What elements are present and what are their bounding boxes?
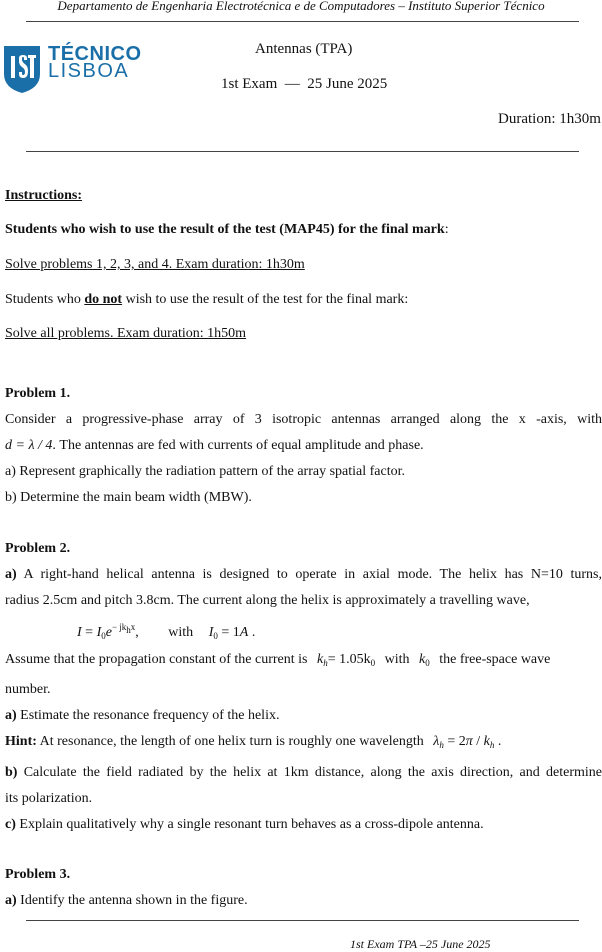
problem2-b-2: its polarization. [5, 791, 93, 806]
problem1-title: Problem 1. [5, 386, 71, 401]
exam-date: 1st Exam — 25 June 2025 [221, 76, 388, 92]
problem2-hint: Hint: At resonance, the length of one helix turn is roughly one wavelength $\lambda_h = 2\pi / k_h$ . [5, 734, 502, 750]
footer: 1st Exam TPA –25 June 2025 [350, 937, 491, 951]
header-rule [26, 21, 579, 22]
current-equation: $I = I_0e^{- jk_hx}$, with $I_0 = 1A$ . [77, 622, 256, 641]
problem3-title: Problem 3. [5, 867, 71, 882]
problem2-text-4: Assume that the propagation constant of the current is $k_h= 1.05k_0$ with $k_0$ the free-space wave [5, 652, 551, 668]
problem2-text-1: a) A right-hand helical antenna is designed to operate in axial mode. The helix has N=10 turns, [5, 567, 602, 582]
ist-logo-icon [2, 44, 42, 94]
problem1-text-2: d = λ / 4. The antennas are fed with currents of equal amplitude and phase. [5, 438, 424, 453]
problem3-a: a) Identify the antenna shown in the figure. [5, 893, 248, 908]
instructions-line3: Students who do not wish to use the result of the test for the final mark: [5, 292, 409, 307]
instructions-line1: Students who wish to use the result of the test (MAP45) for the final mark: [5, 222, 449, 237]
problem2-c: c) Explain qualitatively why a single resonant turn behaves as a cross-dipole antenna. [5, 817, 484, 832]
problem2-a: a) Estimate the resonance frequency of the helix. [5, 708, 280, 723]
problem2-text-5: number. [5, 682, 51, 697]
instructions-line2: Solve problems 1, 2, 3, and 4. Exam duration: 1h30m [5, 257, 305, 272]
problem2-b-1: b) Calculate the field radiated by the helix at 1km distance, along the axis direction, and determine [5, 765, 602, 780]
institution-header: Departamento de Engenharia Electrotécnica e de Computadores – Instituto Superior Técnico [57, 0, 545, 13]
footer-rule [26, 920, 579, 921]
instructions-line4: Solve all problems. Exam duration: 1h50m [5, 326, 247, 341]
problem1-a: a) Represent graphically the radiation pattern of the array spatial factor. [5, 464, 405, 479]
problem1-b: b) Determine the main beam width (MBW). [5, 490, 252, 505]
title-rule [26, 151, 579, 152]
duration: Duration: 1h30m [498, 111, 601, 127]
problem2-text-2: radius 2.5cm and pitch 3.8cm. The current along the helix is approximately a travelling wave, [5, 593, 530, 608]
instructions-title: Instructions: [5, 188, 83, 203]
problem2-title: Problem 2. [5, 541, 71, 556]
course-title: Antennas (TPA) [255, 41, 353, 57]
ist-logo-text: TÉCNICO LISBOA [48, 43, 142, 82]
problem1-text-1: Consider a progressive-phase array of 3 isotropic antennas arranged along the x -axis, with [5, 412, 602, 427]
